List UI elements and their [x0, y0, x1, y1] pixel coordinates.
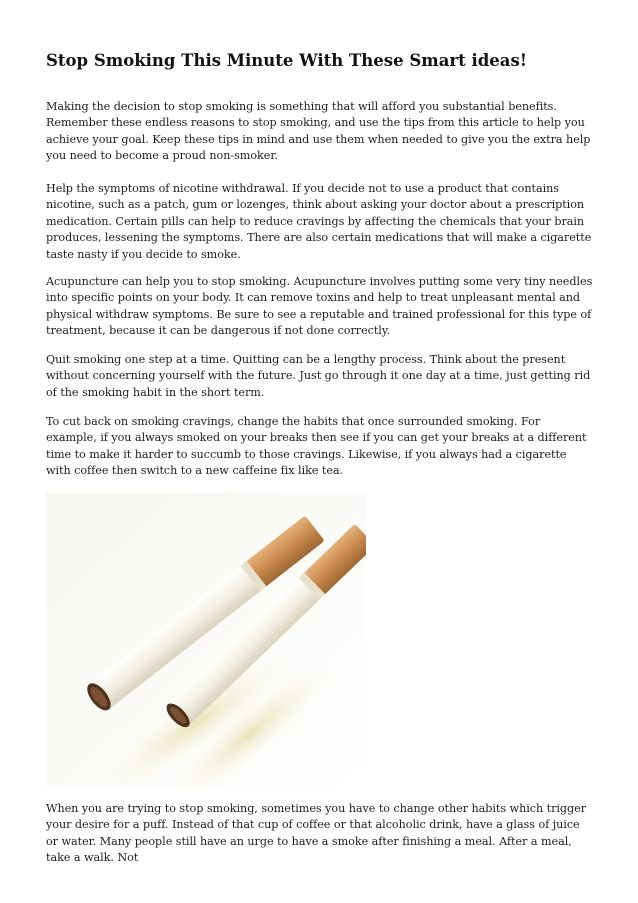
- paragraph-change-habits: When you are trying to stop smoking, sometimes you have to change other habits which trigger your desire for a puff. Instead of that cup of coffee or that alcoholic drink, have a glass of juice or water. Many people still have an urge to have a smoke after finishing a meal. After a meal, take a walk. Not: [46, 802, 586, 865]
- document-title: Stop Smoking This Minute With These Smart ideas!: [46, 51, 527, 70]
- cigarettes-photo: [46, 493, 366, 787]
- paragraph-one-step: Quit smoking one step at a time. Quitting can be a lengthy process. Think about the present without concerning yourself with the future. Just go through it one day at a time, just getting rid of the smoking habit in the short term.: [46, 353, 591, 399]
- paragraph-intro: Making the decision to stop smoking is something that will afford you substantial benefits. Remember these endless reasons to stop smoking, and use the tips from this article to help you achieve your goal. Keep these tips in mind and use them when needed to give you the extra help you need to become a proud non-smoker.: [46, 100, 591, 163]
- paragraph-withdrawal: Help the symptoms of nicotine withdrawal. If you decide not to use a product that contains nicotine, such as a patch, gum or lozenges, think about asking your doctor about a prescription medication. Certain pills can help to reduce cravings by affecting the chemicals that your brain produces, lessening the symptoms. There are also certain medications that will make a cigarette taste nasty if you decide to smoke.: [46, 182, 592, 261]
- paragraph-acupuncture: Acupuncture can help you to stop smoking. Acupuncture involves putting some very tiny needles into specific points on your body. It can remove toxins and help to treat unpleasant mental and physical withdraw symptoms. Be sure to see a reputable and trained professional for this type of treatment, because it can be dangerous if not done correctly.: [46, 275, 593, 338]
- paragraph-habits: To cut back on smoking cravings, change the habits that once surrounded smoking. For example, if you always smoked on your breaks then see if you can get your breaks at a different time to make it harder to succumb to those cravings. Likewise, if you always had a cigarette with coffee then switch to a new caffeine fix like tea.: [46, 415, 587, 478]
